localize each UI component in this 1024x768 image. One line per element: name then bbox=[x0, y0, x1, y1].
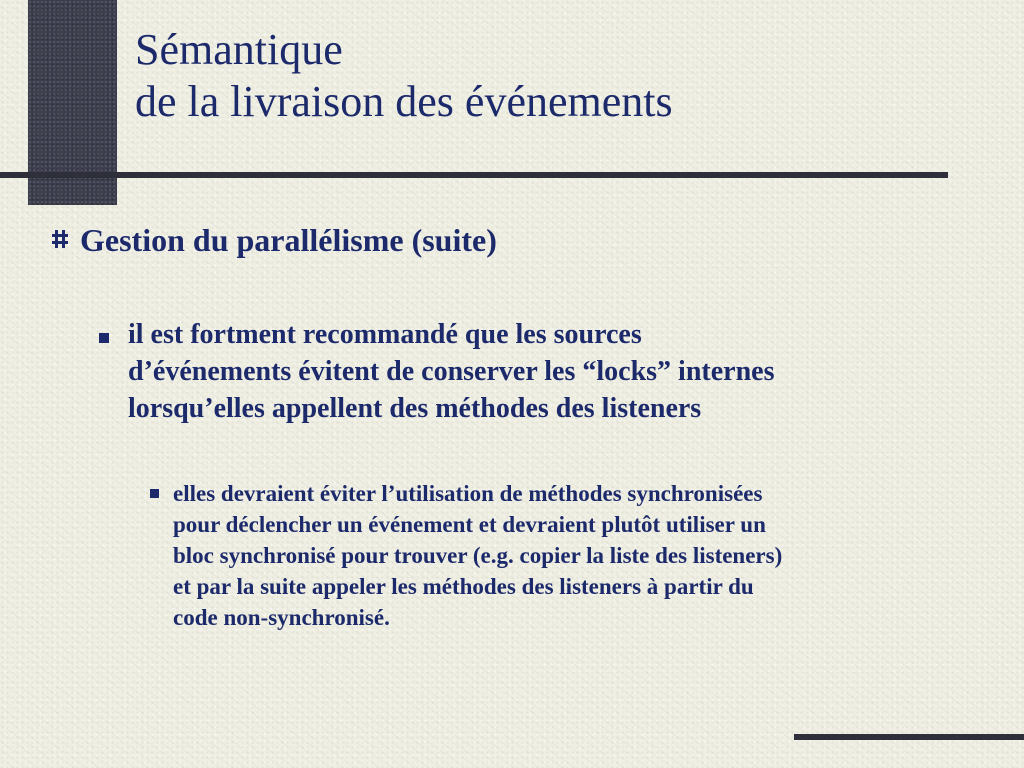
bullet-level-2-text bbox=[128, 316, 774, 427]
bullet-level-2-line: lorsqu’elles appellent des méthodes des listeners bbox=[128, 393, 702, 424]
bullet-level-3-line: elles devraient éviter l’utilisation de méthodes synchronisées bbox=[173, 481, 763, 506]
bullet-level-3-text bbox=[173, 478, 782, 633]
bullet-level-3-line: pour déclencher un événement et devraient plutôt utiliser un bbox=[173, 512, 766, 537]
square-bullet-icon bbox=[92, 316, 128, 343]
slide-title bbox=[135, 24, 673, 128]
bullet-level-1 bbox=[40, 218, 940, 262]
footer-rule bbox=[794, 734, 1024, 740]
bullet-level-3 bbox=[146, 478, 946, 633]
slide-title-line-2: de la livraison des événements bbox=[135, 77, 673, 126]
bullet-level-3-line: bloc synchronisé pour trouver (e.g. copier la liste des listeners) bbox=[173, 543, 783, 568]
hash-bullet-icon bbox=[40, 218, 80, 248]
bullet-level-3-line: et par la suite appeler les méthodes des listeners à partir du bbox=[173, 574, 754, 599]
square-bullet-icon bbox=[146, 478, 173, 498]
bullet-level-1-text: Gestion du parallélisme (suite) bbox=[80, 222, 497, 258]
title-underline-rule bbox=[0, 172, 948, 178]
bullet-level-2-line: d’événements évitent de conserver les “locks” internes bbox=[128, 356, 775, 387]
slide-title-line-1: Sémantique bbox=[135, 25, 343, 74]
bullet-level-2-line: il est fortment recommandé que les sources bbox=[128, 319, 642, 350]
bullet-level-2 bbox=[92, 316, 942, 427]
bullet-level-3-line: code non-synchronisé. bbox=[173, 605, 390, 630]
